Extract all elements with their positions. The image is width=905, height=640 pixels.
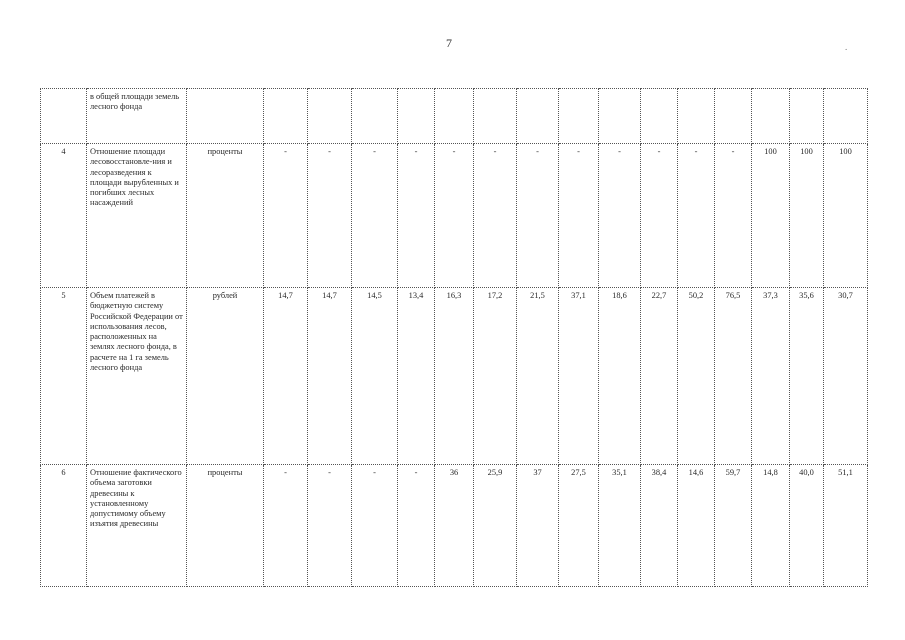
- value-cell: -: [599, 144, 641, 288]
- value-cell: 36: [435, 465, 474, 587]
- unit-of-measure: рублей: [187, 288, 264, 465]
- value-cell: [715, 89, 752, 144]
- value-cell: 37: [517, 465, 559, 587]
- value-cell: [474, 89, 517, 144]
- value-cell: -: [398, 144, 435, 288]
- value-cell: 14,7: [308, 288, 352, 465]
- value-cell: 51,1: [824, 465, 868, 587]
- value-cell: [435, 89, 474, 144]
- value-cell: 13,4: [398, 288, 435, 465]
- value-cell: [352, 89, 398, 144]
- value-cell: [824, 89, 868, 144]
- value-cell: [599, 89, 641, 144]
- value-cell: 50,2: [678, 288, 715, 465]
- value-cell: 16,3: [435, 288, 474, 465]
- row-number: 5: [41, 288, 87, 465]
- value-cell: 100: [824, 144, 868, 288]
- value-cell: -: [264, 465, 308, 587]
- value-cell: 22,7: [641, 288, 678, 465]
- value-cell: [790, 89, 824, 144]
- value-cell: [264, 89, 308, 144]
- value-cell: 17,2: [474, 288, 517, 465]
- value-cell: -: [352, 465, 398, 587]
- value-cell: 100: [790, 144, 824, 288]
- row-number: [41, 89, 87, 144]
- value-cell: -: [308, 144, 352, 288]
- value-cell: 27,5: [559, 465, 599, 587]
- table-row: [41, 465, 868, 587]
- indicator-description: Отношение фактического объема заготовки древесины к установленному допустимому объему изъятия древесины: [87, 465, 187, 587]
- value-cell: -: [715, 144, 752, 288]
- value-cell: 18,6: [599, 288, 641, 465]
- value-cell: -: [474, 144, 517, 288]
- value-cell: 35,1: [599, 465, 641, 587]
- indicator-description: в общей площади земель лесного фонда: [87, 89, 187, 144]
- value-cell: -: [559, 144, 599, 288]
- value-cell: [678, 89, 715, 144]
- value-cell: 21,5: [517, 288, 559, 465]
- value-cell: -: [435, 144, 474, 288]
- value-cell: [308, 89, 352, 144]
- indicator-description: Отношение площади лесовосстановле-ния и лесоразведения к площади вырубленных и погибших лесных насаждений: [87, 144, 187, 288]
- indicator-table: [40, 88, 868, 587]
- table-body: [41, 89, 868, 587]
- value-cell: 37,1: [559, 288, 599, 465]
- value-cell: [559, 89, 599, 144]
- value-cell: 30,7: [824, 288, 868, 465]
- indicator-description: Объем платежей в бюджетную систему Российской Федерации от использования лесов, расположенных на землях лесного фонда, в расчете на 1 га земель лесного фонда: [87, 288, 187, 465]
- value-cell: [641, 89, 678, 144]
- value-cell: 14,7: [264, 288, 308, 465]
- value-cell: 14,8: [752, 465, 790, 587]
- value-cell: [752, 89, 790, 144]
- value-cell: [517, 89, 559, 144]
- value-cell: 40,0: [790, 465, 824, 587]
- unit-of-measure: проценты: [187, 465, 264, 587]
- value-cell: 59,7: [715, 465, 752, 587]
- table-row: [41, 288, 868, 465]
- value-cell: -: [517, 144, 559, 288]
- row-number: 4: [41, 144, 87, 288]
- table-row: [41, 89, 868, 144]
- value-cell: -: [641, 144, 678, 288]
- value-cell: -: [678, 144, 715, 288]
- value-cell: [398, 89, 435, 144]
- value-cell: 76,5: [715, 288, 752, 465]
- value-cell: 14,6: [678, 465, 715, 587]
- value-cell: -: [264, 144, 308, 288]
- value-cell: 100: [752, 144, 790, 288]
- value-cell: -: [352, 144, 398, 288]
- value-cell: 35,6: [790, 288, 824, 465]
- value-cell: 37,3: [752, 288, 790, 465]
- row-number: 6: [41, 465, 87, 587]
- unit-of-measure: [187, 89, 264, 144]
- unit-of-measure: проценты: [187, 144, 264, 288]
- value-cell: -: [398, 465, 435, 587]
- table-row: [41, 144, 868, 288]
- value-cell: -: [308, 465, 352, 587]
- value-cell: 25,9: [474, 465, 517, 587]
- value-cell: 14,5: [352, 288, 398, 465]
- stray-mark: .: [845, 42, 848, 52]
- page-number: 7: [446, 36, 452, 50]
- value-cell: 38,4: [641, 465, 678, 587]
